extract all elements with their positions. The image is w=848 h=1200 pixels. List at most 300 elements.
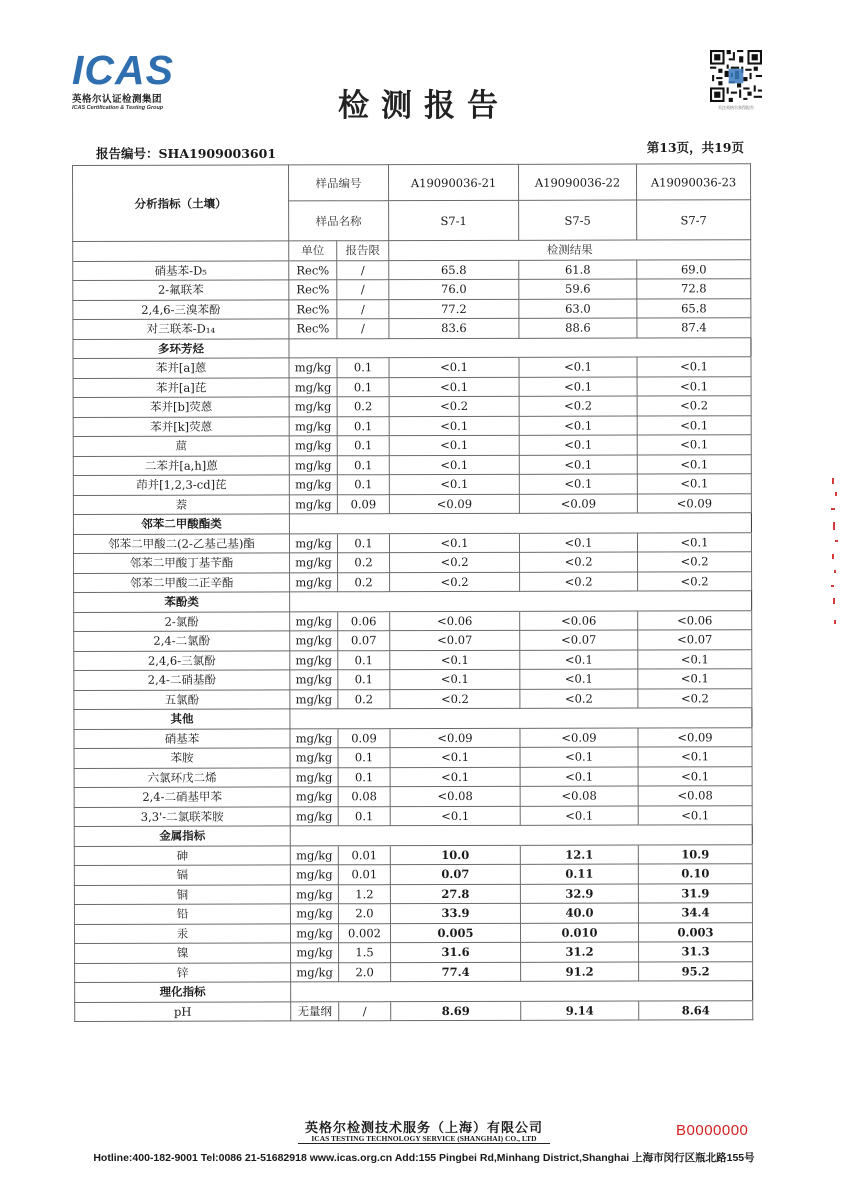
result-cell-3: <0.07	[638, 630, 752, 650]
result-cell-1: <0.1	[389, 377, 519, 397]
limit-cell: /	[337, 280, 389, 300]
category-blank-cell	[520, 591, 638, 611]
table-row	[74, 844, 752, 865]
analyte-name: 苯并[a]蒽	[73, 358, 289, 378]
analyte-name: 二苯并[a,h]蒽	[73, 455, 289, 475]
category-label: 金属指标	[74, 826, 290, 846]
result-cell-2: <0.1	[519, 474, 637, 494]
limit-cell: 0.08	[338, 787, 390, 807]
table-row	[73, 259, 751, 280]
limit-cell: 0.1	[337, 475, 389, 495]
result-cell-2: 88.6	[519, 318, 637, 338]
result-cell-1: <0.1	[390, 747, 520, 767]
results-table	[72, 163, 753, 1022]
result-cell-2: <0.06	[520, 611, 638, 631]
result-cell-1: 65.8	[389, 260, 519, 280]
limit-cell: 0.09	[338, 728, 390, 748]
sample-id-row	[73, 164, 751, 202]
table-row	[74, 630, 752, 651]
unit-cell: mg/kg	[290, 767, 338, 787]
result-cell-3: <0.2	[638, 571, 752, 591]
result-cell-3: <0.1	[637, 415, 751, 435]
result-cell-3: 31.3	[639, 942, 753, 962]
result-cell-1: 77.4	[391, 962, 521, 982]
sample-id-2: A19090036-22	[518, 164, 636, 200]
category-row	[74, 708, 752, 729]
category-blank-cell	[389, 338, 519, 358]
limit-label: 报告限	[337, 241, 389, 261]
limit-cell: 0.01	[338, 865, 390, 885]
result-cell-2: 40.0	[520, 903, 638, 923]
unit-cell: mg/kg	[290, 865, 338, 885]
sample-name-label: 样品名称	[289, 201, 389, 241]
table-row	[73, 493, 751, 514]
result-cell-3: <0.08	[638, 786, 752, 806]
result-cell-3: 8.64	[639, 1000, 753, 1020]
result-cell-1: 76.0	[389, 279, 519, 299]
analyte-name: 苯胺	[74, 748, 290, 768]
category-blank-cell	[638, 708, 752, 728]
result-cell-3: 87.4	[637, 318, 751, 338]
result-cell-2: <0.2	[520, 572, 638, 592]
result-cell-1: <0.2	[389, 396, 519, 416]
category-blank-cell	[338, 592, 390, 612]
report-number: 报告编号：SHA1909003601	[96, 146, 277, 161]
unit-cell: mg/kg	[289, 416, 337, 436]
analyte-name: 硝基苯-D₅	[73, 260, 289, 280]
unit-cell: mg/kg	[289, 436, 337, 456]
table-row	[74, 669, 752, 690]
limit-cell: 0.002	[338, 923, 390, 943]
category-blank-cell	[290, 826, 338, 846]
category-row	[73, 337, 751, 358]
analyte-name: 苯并[a]芘	[73, 377, 289, 397]
analyte-name: 镉	[74, 865, 290, 885]
category-blank-cell	[289, 338, 337, 358]
limit-cell: 0.1	[337, 455, 389, 475]
table-row	[74, 883, 752, 904]
result-cell-2: 32.9	[520, 884, 638, 904]
analyte-name: 苯并[k]荧蒽	[73, 416, 289, 436]
table-row	[74, 610, 752, 631]
result-cell-1: <0.08	[390, 786, 520, 806]
category-blank-cell	[337, 338, 389, 358]
unit-cell: mg/kg	[290, 650, 338, 670]
result-cell-3: <0.1	[637, 376, 751, 396]
unit-cell: Rec%	[289, 260, 337, 280]
category-blank-cell	[390, 591, 520, 611]
unit-cell: mg/kg	[290, 806, 338, 826]
table-row	[74, 766, 752, 787]
limit-cell: 0.1	[337, 358, 389, 378]
result-cell-2: <0.1	[519, 435, 637, 455]
sample-id-1: A19090036-21	[389, 164, 519, 200]
result-cell-1: 83.6	[389, 318, 519, 338]
unit-cell: mg/kg	[289, 397, 337, 417]
result-cell-3: <0.1	[638, 805, 752, 825]
result-cell-1: 31.6	[391, 942, 521, 962]
result-cell-3: 34.4	[638, 903, 752, 923]
result-cell-2: 91.2	[521, 962, 639, 982]
result-cell-2: <0.07	[520, 630, 638, 650]
analyte-name: 2-氟联苯	[73, 280, 289, 300]
analyte-name: 2,4,6-三氯酚	[74, 650, 290, 670]
result-cell-1: <0.09	[389, 494, 519, 514]
result-cell-1: <0.1	[389, 533, 519, 553]
unit-cell: mg/kg	[290, 845, 338, 865]
analyte-name: 苯并[b]荧蒽	[73, 397, 289, 417]
result-cell-2: 12.1	[520, 845, 638, 865]
page-number: 第13页，共19页	[646, 140, 744, 155]
analyte-name: 对三联苯-D₁₄	[73, 319, 289, 339]
category-blank-cell	[520, 825, 638, 845]
category-blank-cell	[289, 514, 337, 534]
result-cell-3: <0.06	[638, 610, 752, 630]
result-cell-2: <0.1	[520, 650, 638, 670]
unit-cell: mg/kg	[290, 631, 338, 651]
analyte-name: 2,4-二硝基甲苯	[74, 787, 290, 807]
result-cell-1: <0.1	[389, 435, 519, 455]
result-cell-2: <0.1	[519, 357, 637, 377]
footer-divider	[298, 1143, 550, 1144]
result-cell-3: 72.8	[637, 279, 751, 299]
footer-contact: Hotline:400-182-9001 Tel:0086 21-51682918 www.icas.org.cn Add:155 Pingbei Rd,Minhang District,Shanghai 上海市闵行区瓶北路155号	[93, 1152, 755, 1164]
unit-header-row	[73, 240, 751, 261]
result-cell-1: 27.8	[390, 884, 520, 904]
table-row	[74, 727, 752, 748]
logo-text: ICAS	[72, 47, 174, 93]
category-blank-cell	[389, 513, 519, 533]
result-cell-1: <0.1	[389, 455, 519, 475]
result-cell-2: <0.1	[520, 806, 638, 826]
qr-code-icon	[710, 50, 762, 102]
result-cell-3: 95.2	[639, 961, 753, 981]
unit-cell: mg/kg	[290, 611, 338, 631]
page-title: 检测报告	[338, 88, 510, 124]
category-label: 邻苯二甲酸酯类	[73, 514, 289, 534]
category-label: 其他	[74, 709, 290, 729]
analyte-name: 铅	[74, 904, 290, 924]
analyte-name: 锌	[75, 962, 291, 982]
result-cell-1: <0.1	[390, 806, 520, 826]
table-row	[73, 376, 751, 397]
result-cell-3: <0.1	[638, 649, 752, 669]
result-cell-1: <0.2	[390, 689, 520, 709]
blank-cell	[73, 241, 289, 261]
result-cell-1: 0.07	[390, 864, 520, 884]
table-row	[73, 435, 751, 456]
result-cell-2: <0.1	[519, 416, 637, 436]
limit-cell: 0.1	[337, 377, 389, 397]
result-cell-2: <0.1	[520, 767, 638, 787]
category-blank-cell	[391, 981, 521, 1001]
category-blank-cell	[637, 337, 751, 357]
category-label: 苯酚类	[74, 592, 290, 612]
result-cell-2: <0.2	[520, 689, 638, 709]
analyte-name: 邻苯二甲酸丁基苄酯	[74, 553, 290, 573]
result-cell-2: 63.0	[519, 299, 637, 319]
unit-cell: 无量纲	[291, 1001, 339, 1021]
unit-cell: mg/kg	[290, 787, 338, 807]
result-cell-2: <0.2	[519, 396, 637, 416]
limit-cell: 0.01	[338, 845, 390, 865]
analyte-name: 汞	[74, 923, 290, 943]
logo-cn-name: 英格尔认证检测集团	[72, 94, 163, 105]
serial-number: B0000000	[676, 1122, 749, 1139]
table-row	[73, 474, 751, 495]
logo-en-name: ICAS Certification & Testing Group	[72, 105, 164, 111]
unit-cell: mg/kg	[289, 358, 337, 378]
unit-cell: mg/kg	[290, 748, 338, 768]
result-cell-3: 31.9	[638, 883, 752, 903]
analyte-name: 2,4-二硝基酚	[74, 670, 290, 690]
sample-no-label: 样品编号	[289, 165, 389, 201]
table-row	[73, 415, 751, 436]
category-row	[74, 825, 752, 846]
category-blank-cell	[637, 513, 751, 533]
limit-cell: 0.1	[338, 806, 390, 826]
unit-cell: mg/kg	[290, 572, 338, 592]
result-cell-3: <0.2	[638, 688, 752, 708]
limit-cell: 0.1	[338, 767, 390, 787]
table-row	[74, 805, 752, 826]
result-cell-2: 9.14	[521, 1001, 639, 1021]
limit-cell: 0.2	[338, 572, 390, 592]
result-cell-3: <0.1	[638, 669, 752, 689]
result-cell-3: <0.2	[638, 552, 752, 572]
table-row	[74, 747, 752, 768]
analyte-name: 邻苯二甲酸二正辛酯	[74, 572, 290, 592]
limit-cell: 0.2	[338, 689, 390, 709]
unit-cell: mg/kg	[289, 494, 337, 514]
table-row	[75, 942, 753, 963]
category-blank-cell	[338, 826, 390, 846]
analyte-name: 硝基苯	[74, 728, 290, 748]
unit-cell: mg/kg	[291, 943, 339, 963]
result-cell-1: <0.1	[389, 474, 519, 494]
category-blank-cell	[338, 709, 390, 729]
seal-edge-mark	[826, 470, 842, 630]
analyte-name: 3,3'-二氯联苯胺	[74, 806, 290, 826]
result-cell-1: <0.1	[390, 767, 520, 787]
unit-cell: mg/kg	[289, 377, 337, 397]
limit-cell: /	[339, 1001, 391, 1021]
table-row	[74, 922, 752, 943]
table-row	[75, 961, 753, 982]
unit-cell: mg/kg	[289, 533, 337, 553]
footer-company-cn: 英格尔检测技术服务（上海）有限公司	[304, 1121, 543, 1136]
result-cell-1: 8.69	[391, 1001, 521, 1021]
result-cell-1: <0.1	[389, 416, 519, 436]
limit-cell: 2.0	[338, 904, 390, 924]
category-blank-cell	[639, 981, 753, 1001]
analyte-name: 2,4,6-三溴苯酚	[73, 299, 289, 319]
unit-cell: mg/kg	[290, 728, 338, 748]
table-row	[74, 552, 752, 573]
result-cell-1: <0.09	[390, 728, 520, 748]
limit-cell: 0.1	[337, 436, 389, 456]
qr-caption: 关注英格尔获得报告	[718, 105, 754, 110]
result-cell-1: <0.2	[390, 572, 520, 592]
result-cell-3: <0.1	[637, 454, 751, 474]
category-blank-cell	[290, 709, 338, 729]
result-label: 检测结果	[389, 240, 751, 260]
analyte-name: 铜	[74, 884, 290, 904]
sample-id-3: A19090036-23	[636, 164, 750, 200]
category-row	[75, 981, 753, 1002]
limit-cell: 0.07	[338, 631, 390, 651]
unit-cell: mg/kg	[290, 884, 338, 904]
table-row	[74, 903, 752, 924]
result-cell-2: 31.2	[521, 942, 639, 962]
result-cell-1: <0.1	[389, 357, 519, 377]
unit-cell: mg/kg	[290, 670, 338, 690]
table-row	[73, 357, 751, 378]
limit-cell: 0.1	[338, 748, 390, 768]
table-row	[74, 688, 752, 709]
result-cell-3: <0.1	[637, 532, 751, 552]
table-row	[74, 864, 752, 885]
result-cell-1: 33.9	[390, 903, 520, 923]
unit-cell: mg/kg	[290, 689, 338, 709]
result-cell-2: 0.11	[520, 864, 638, 884]
table-row	[74, 649, 752, 670]
result-cell-2: <0.1	[519, 533, 637, 553]
analyte-name: 萘	[73, 494, 289, 514]
category-blank-cell	[519, 338, 637, 358]
analysis-label: 分析指标（土壤）	[73, 165, 289, 242]
unit-cell: mg/kg	[290, 553, 338, 573]
unit-cell: Rec%	[289, 319, 337, 339]
unit-label: 单位	[289, 241, 337, 261]
category-blank-cell	[519, 513, 637, 533]
limit-cell: /	[337, 319, 389, 339]
analyte-name: 六氯环戊二烯	[74, 767, 290, 787]
result-cell-3: <0.2	[637, 396, 751, 416]
result-cell-3: <0.09	[637, 493, 751, 513]
category-blank-cell	[638, 825, 752, 845]
category-blank-cell	[339, 982, 391, 1002]
limit-cell: 0.1	[338, 670, 390, 690]
result-cell-1: <0.06	[390, 611, 520, 631]
analyte-name: 砷	[74, 845, 290, 865]
limit-cell: 1.2	[338, 884, 390, 904]
analyte-name: 2,4-二氯酚	[74, 631, 290, 651]
category-label: 多环芳烃	[73, 338, 289, 358]
unit-cell: mg/kg	[289, 475, 337, 495]
result-cell-3: 0.003	[638, 922, 752, 942]
limit-cell: /	[337, 299, 389, 319]
result-cell-2: 61.8	[519, 260, 637, 280]
unit-cell: mg/kg	[291, 962, 339, 982]
analyte-name: 2-氯酚	[74, 611, 290, 631]
result-cell-2: 59.6	[519, 279, 637, 299]
limit-cell: 1.5	[339, 943, 391, 963]
result-cell-2: <0.1	[520, 669, 638, 689]
result-cell-1: 0.005	[390, 923, 520, 943]
unit-cell: mg/kg	[290, 904, 338, 924]
limit-cell: 0.1	[338, 650, 390, 670]
result-cell-1: <0.1	[390, 669, 520, 689]
limit-cell: 0.1	[337, 533, 389, 553]
result-cell-2: <0.1	[520, 747, 638, 767]
sample-name-3: S7-7	[637, 200, 751, 240]
result-cell-3: 0.10	[638, 864, 752, 884]
sample-name-1: S7-1	[389, 200, 519, 240]
result-cell-1: 10.0	[390, 845, 520, 865]
table-row	[73, 298, 751, 319]
result-cell-1: <0.07	[390, 630, 520, 650]
footer-company-en: ICAS TESTING TECHNOLOGY SERVICE (SHANGHAI) CO., LTD	[311, 1134, 537, 1143]
category-blank-cell	[290, 592, 338, 612]
analyte-name: pH	[75, 1001, 291, 1021]
category-blank-cell	[638, 591, 752, 611]
category-blank-cell	[337, 514, 389, 534]
result-cell-1: <0.1	[390, 650, 520, 670]
category-blank-cell	[521, 981, 639, 1001]
result-cell-3: 65.8	[637, 298, 751, 318]
result-cell-2: <0.1	[519, 455, 637, 475]
unit-cell: Rec%	[289, 299, 337, 319]
result-cell-3: <0.09	[638, 727, 752, 747]
table-row	[74, 571, 752, 592]
category-blank-cell	[390, 825, 520, 845]
analyte-name: 五氯酚	[74, 689, 290, 709]
limit-cell: 0.1	[337, 416, 389, 436]
result-cell-3: 69.0	[637, 259, 751, 279]
limit-cell: 0.2	[337, 397, 389, 417]
result-cell-2: <0.09	[519, 494, 637, 514]
category-blank-cell	[291, 982, 339, 1002]
category-label: 理化指标	[75, 982, 291, 1002]
limit-cell: /	[337, 260, 389, 280]
category-blank-cell	[520, 708, 638, 728]
result-cell-3: 10.9	[638, 844, 752, 864]
result-cell-3: <0.1	[637, 435, 751, 455]
analyte-name: 茚并[1,2,3-cd]芘	[73, 475, 289, 495]
limit-cell: 2.0	[339, 962, 391, 982]
result-cell-1: 77.2	[389, 299, 519, 319]
analyte-name: 䓛	[73, 436, 289, 456]
category-row	[73, 513, 751, 534]
unit-cell: mg/kg	[290, 923, 338, 943]
unit-cell: mg/kg	[289, 455, 337, 475]
result-cell-2: <0.09	[520, 728, 638, 748]
table-row	[75, 1000, 753, 1021]
result-cell-3: <0.1	[638, 747, 752, 767]
result-cell-1: <0.2	[390, 552, 520, 572]
analyte-name: 邻苯二甲酸二(2-乙基己基)酯	[73, 533, 289, 553]
table-row	[73, 396, 751, 417]
analyte-name: 镍	[75, 943, 291, 963]
table-row	[73, 454, 751, 475]
unit-cell: Rec%	[289, 280, 337, 300]
limit-cell: 0.06	[338, 611, 390, 631]
limit-cell: 0.2	[338, 553, 390, 573]
table-row	[73, 318, 751, 339]
category-blank-cell	[390, 708, 520, 728]
result-cell-2: <0.2	[520, 552, 638, 572]
result-cell-3: <0.1	[637, 357, 751, 377]
result-cell-2: <0.08	[520, 786, 638, 806]
result-cell-3: <0.1	[638, 766, 752, 786]
table-row	[73, 279, 751, 300]
result-cell-2: 0.010	[520, 923, 638, 943]
result-cell-2: <0.1	[519, 377, 637, 397]
sample-name-2: S7-5	[519, 200, 637, 240]
table-row	[73, 532, 751, 553]
result-cell-3: <0.1	[637, 474, 751, 494]
